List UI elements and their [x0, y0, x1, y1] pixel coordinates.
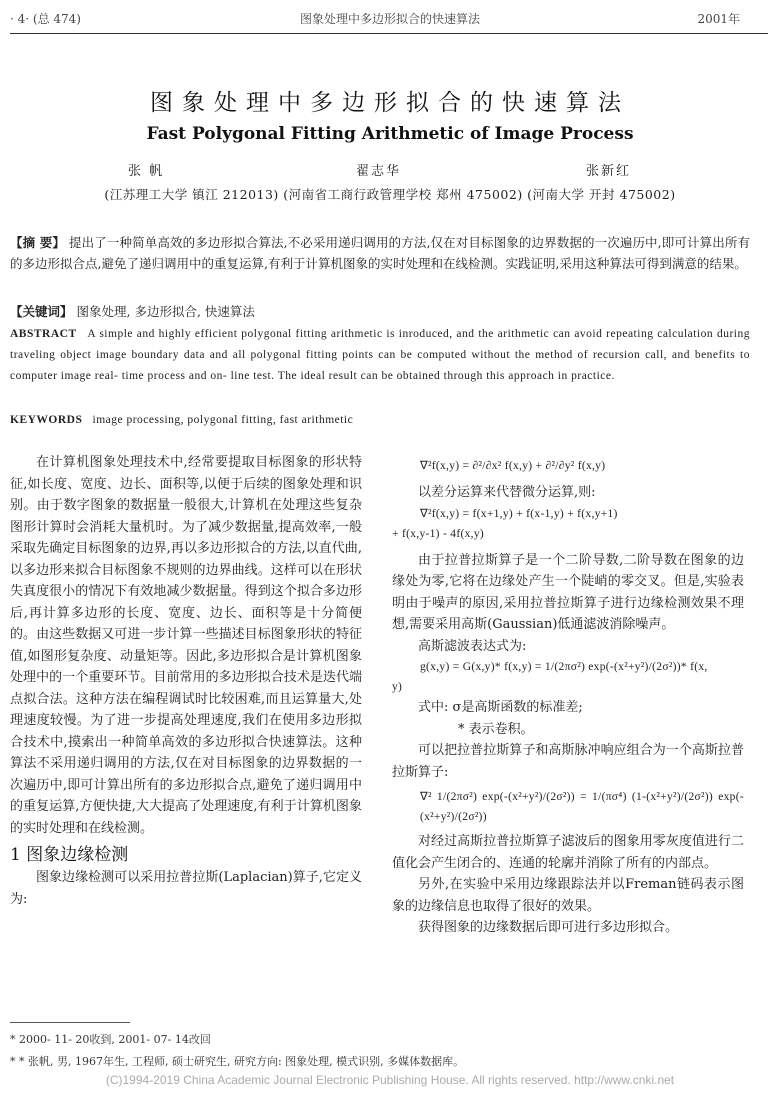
header-running-title: 图象处理中多边形拟合的快速算法: [299, 12, 480, 26]
keywords-en-text: image processing, polygonal fitting, fast arithmetic: [92, 414, 354, 426]
header-page-number: · 4· (总 474): [10, 12, 81, 26]
equation-difference-line1: ∇²f(x,y) = f(x+1,y) + f(x-1,y) + f(x,y+1): [420, 507, 618, 520]
abstract-cn: [10, 233, 750, 274]
abstract-cn-text: 提出了一种简单高效的多边形拟合算法,不必采用递归调用的方法,仅在对目标图象的边界数据的一次遍历中,即可计算出所有的多边形拟合点,避免了递归调用中的重复运算,有利于计算机图象的实时处理和在线检测。实践证明,采用这种算法可得到满意的结果。: [10, 235, 750, 271]
equation-laplacian: ∇²f(x,y) = ∂²/∂x² f(x,y) + ∂²/∂y² f(x,y): [420, 460, 606, 472]
freman-paragraph: 另外,在实验中采用边缘跟踪法并以Freman链码表示图象的边缘信息也取得了很好的效果。: [392, 877, 744, 914]
left-column: [10, 452, 362, 910]
equation-gaussian-line2: y): [392, 681, 403, 693]
abstract-cn-label: 【摘 要】: [10, 235, 65, 250]
log-operator-paragraph: 可以把拉普拉斯算子和高斯脉冲响应组合为一个高斯拉普拉斯算子:: [392, 743, 744, 780]
footnote-dates: * 2000- 11- 20收到, 2001- 07- 14改回: [10, 1033, 211, 1046]
sigma-note: 式中: σ是高斯函数的标准差;: [418, 700, 583, 715]
keywords-en: [10, 410, 750, 431]
abstract-en: [10, 324, 750, 387]
section-heading-1: 1 图象边缘检测: [10, 845, 129, 865]
keywords-en-label: KEYWORDS: [10, 414, 83, 426]
right-column: [392, 456, 744, 939]
footnote-author-bio: * * 张帆, 男, 1967年生, 工程师, 硕士研究生, 研究方向: 图象处理, 模式识别, 多媒体数据库。: [10, 1055, 465, 1068]
difference-paragraph: 以差分运算来代替微分运算,则:: [418, 485, 596, 500]
laplacian-noise-paragraph: 由于拉普拉斯算子是一个二阶导数,二阶导数在图象的边缘处为零,它将在边缘处产生一个陡峭的零交叉。但是,实验表明由于噪声的原因,采用拉普拉斯算子进行边缘检测效果不理想,需要采用高斯(Gaussian)低通滤波消除噪声。: [392, 552, 744, 632]
affiliations: (江苏理工大学 镇江 212013) (河南省工商行政管理学校 郑州 475002) (河南大学 开封 475002): [104, 187, 676, 202]
title-english: Fast Polygonal Fitting Arithmetic of Image Process: [146, 124, 634, 144]
header-rule: [10, 33, 768, 34]
title-chinese: 图象处理中多边形拟合的快速算法: [150, 90, 630, 116]
abstract-en-text: A simple and highly efficient polygonal fitting arithmetic is inroduced, and the arithmetic can avoid repeating calculation during traveling object image boundary data and all polygonal fitting points can be computed without the method of recursion call, and benefits to computer image real- time process and on- line test. The ideal result can be obtained through this approach in practice.: [10, 328, 750, 382]
equation-gaussian-line1: g(x,y) = G(x,y)* f(x,y) = 1/(2πσ²) exp(-(x²+y²)/(2σ²))* f(x,: [420, 661, 708, 673]
author-2: 翟志华: [356, 164, 402, 179]
polygon-fitting-paragraph: 获得图象的边缘数据后即可进行多边形拟合。: [418, 920, 679, 935]
abstract-en-label: ABSTRACT: [10, 328, 77, 340]
binarization-paragraph: 对经过高斯拉普拉斯算子滤波后的图象用零灰度值进行二值化会产生闭合的、连通的轮廓并消除了所有的内部点。: [392, 834, 744, 871]
keywords-cn-text: 图象处理, 多边形拟合, 快速算法: [76, 304, 255, 319]
intro-paragraph: 在计算机图象处理技术中,经常要提取目标图象的形状特征,如长度、宽度、边长、面积等,以便于后续的图象处理和识别。由于数字图象的数据量一般很大,计算机在处理这些复杂图形计算时会消耗大量机时。为了减少数据量,提高效率,一般采取先确定目标图象的边界,再以多边形拟合的方法,以直代曲,以多边形来拟合目标图象不规则的边界曲线。这样可以在形状失真度很小的情况下有效地减少数据量。得到这个拟合多边形后,再计算多边形的长度、宽度、边长、面积等是十分简便的。由这些数据又可进一步计算一些描述目标图象形状的特征值,如图形复杂度、动量矩等。因此,多边形拟合是计算机图象处理中的一个重要环节。目前常用的多边形拟合技术是迭代端点拟合法。这种方法在编程调试时比较困难,而且运算量大,处理速度较慢。为了进一步提高处理速度,我们在使用多边形拟合技术中,摸索出一种简单高效的多边形拟合快速算法。这种算法不采用递归调用的方法,仅在对目标图象的边界数据的一次遍历中,即可计算出所有的多边形拟合点,避免了递归调用中的重复运算,方便快捷,大大提高了处理速度,有利于计算机图象的实时处理和在线检测。: [10, 455, 362, 836]
author-1: 张 帆: [128, 164, 165, 179]
footnote-rule: [10, 1022, 130, 1023]
equation-log: ∇² 1/(2πσ²) exp(-(x²+y²)/(2σ²)) = 1/(πσ⁴) (1-(x²+y²)/(2σ²)) exp(-(x²+y²)/(2σ²)): [420, 791, 744, 823]
author-3: 张新红: [586, 164, 632, 179]
keywords-cn: [10, 302, 750, 323]
copyright-watermark: (C)1994-2019 China Academic Journal Electronic Publishing House. All rights reserved. http://www.cnki.net: [105, 1073, 675, 1087]
gaussian-intro: 高斯滤波表达式为:: [418, 638, 527, 654]
equation-difference-line2: + f(x,y-1) - 4f(x,y): [392, 527, 484, 540]
convolution-note: * 表示卷积。: [458, 721, 534, 737]
section1-paragraph: 图象边缘检测可以采用拉普拉斯(Laplacian)算子,它定义为:: [10, 870, 362, 907]
keywords-cn-label: 【关键词】: [10, 304, 73, 319]
header-year: 2001年: [697, 12, 740, 26]
